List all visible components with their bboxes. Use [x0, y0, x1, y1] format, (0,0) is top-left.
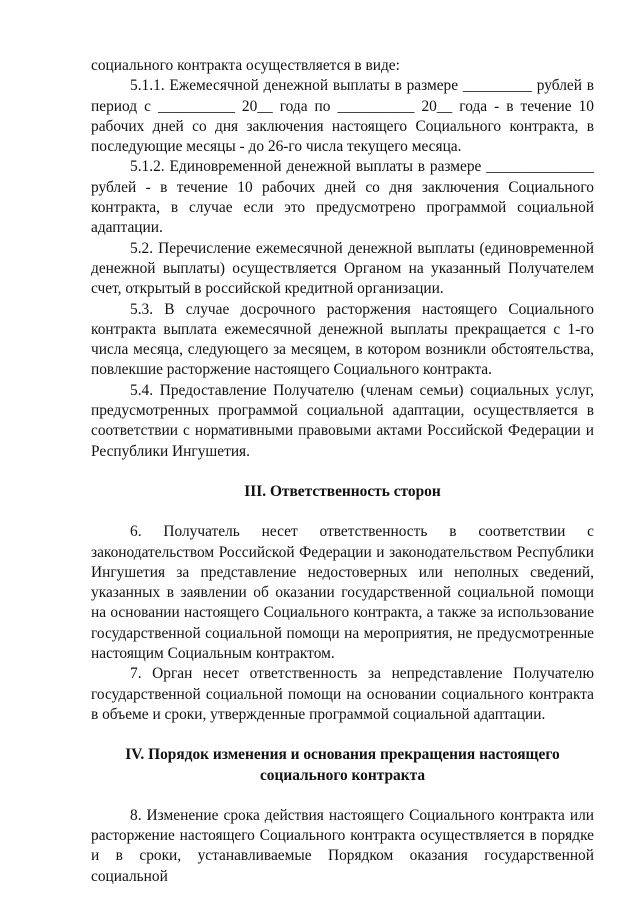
section-heading-3: III. Ответственность сторон: [244, 482, 441, 500]
section-spacer: [91, 786, 594, 806]
paragraph-5-2: 5.2. Перечисление ежемесячной денежной выплаты (единовременной денежной выплаты) осуществляется Органом на указанный Получателем счет, открытый в российской кредитной организации.: [91, 239, 594, 298]
paragraph-8: 8. Изменение срока действия настоящего Социального контракта или расторжение настоящего Социального контракта осуществляется в порядке и в сроки, устанавливаемые Порядком оказания государственной социальной: [91, 806, 594, 885]
paragraph-6-word: с: [587, 523, 594, 541]
paragraph-6-word: ответственность: [319, 523, 428, 541]
paragraph-5-1-1: 5.1.1. Ежемесячной денежной выплаты в размере _________ рублей в период с __________ 20__ года по __________ 20__ года - в течение 10 рабочих дней со дня заключения настоящего Социального контракта, в последующие месяцы - до 26-го числа текущего месяца.: [91, 77, 594, 156]
section-heading-4: [91, 745, 594, 786]
paragraph-intro-continuation: социального контракта осуществляется в виде:: [91, 57, 400, 74]
document-page: [91, 56, 594, 887]
section-spacer: [91, 725, 594, 745]
paragraph-6-first-line: [91, 522, 594, 542]
paragraph-6-word: 6.: [130, 523, 142, 541]
paragraph-6-word: соответствии: [478, 523, 566, 541]
paragraph-6: [91, 522, 594, 664]
section-spacer: [91, 462, 594, 482]
section-heading-4-line2: социального контракта: [259, 766, 426, 784]
paragraph-5-1-2: 5.1.2. Единовременной денежной выплаты в размере ______________ рублей - в течение 10 рабочих дней со дня заключения Социального контракта, в случае если это предусмотрено программой социальной адаптации.: [91, 158, 594, 237]
paragraph-5-4: 5.4. Предоставление Получателю (членам семьи) социальных услуг, предусмотренных программой социальной адаптации, осуществляется в соответствии с нормативными правовыми актами Российской Федерации и Республики Ингушетия.: [91, 381, 594, 460]
section-heading-4-line1: IV. Порядок изменения и основания прекращения настоящего: [125, 746, 560, 764]
paragraph-6-word: в: [449, 523, 457, 541]
paragraph-6-rest: законодательством Российской Федерации и законодательством Республики Ингушетия за представление недостоверных или неполных сведений, указанных в заявлении об оказании государственной социальной помощи на основании настоящего Социального контракта, а также за использование государственной социальной помощи на мероприятия, не предусмотренные настоящим Социальным контрактом.: [91, 543, 594, 663]
paragraph-6-word: Получатель: [163, 523, 240, 541]
paragraph-5-3: 5.3. В случае досрочного расторжения настоящего Социального контракта выплата ежемесячной денежной выплаты прекращается с 1-го числа месяца, следующего за месяцем, в котором возникли обстоятельства, повлекшие расторжение настоящего Социального контракта.: [91, 300, 594, 379]
paragraph-6-word: несет: [261, 523, 298, 541]
section-spacer: [91, 502, 594, 522]
paragraph-7: 7. Орган несет ответственность за непредставление Получателю государственной социальной помощи на основании социального контракта в объеме и сроки, утвержденные программой социальной адаптации.: [91, 665, 594, 723]
